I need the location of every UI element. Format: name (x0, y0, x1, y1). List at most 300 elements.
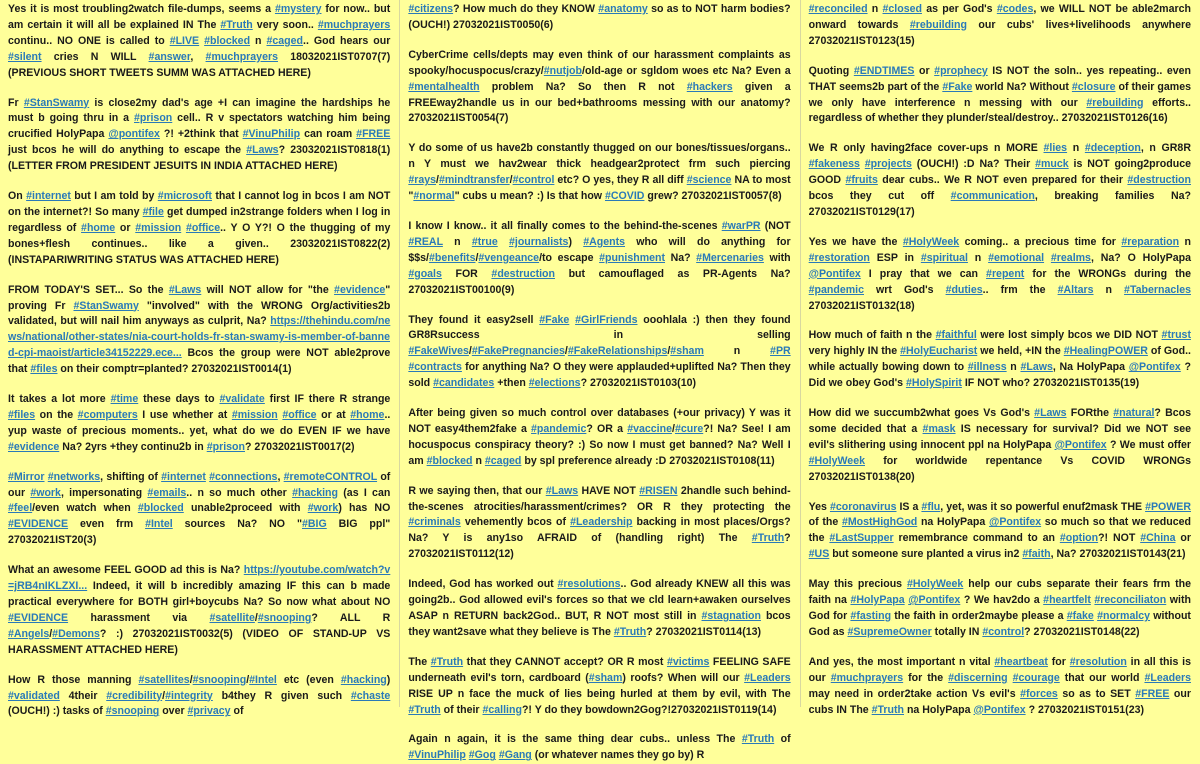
tweet-text: , yet, was it so powerful enuf2mask THE (940, 500, 1146, 513)
hashtag-link[interactable]: #mission (135, 221, 182, 234)
hashtag-link[interactable]: #files (30, 363, 58, 376)
hashtag-link[interactable]: #Truth (408, 703, 441, 716)
tweet-text: for the WRONGs during the (1024, 267, 1191, 280)
hashtag-link[interactable]: #calling (482, 703, 522, 716)
hashtag-link[interactable]: #Leadership (570, 516, 633, 529)
tweet-text: 4their (59, 689, 107, 702)
tweet-text: or (115, 221, 136, 234)
hashtag-link[interactable]: #emotional (988, 251, 1045, 264)
hashtag-link[interactable]: #Altars (1057, 283, 1094, 296)
hashtag-link[interactable]: #feel (8, 502, 33, 515)
hashtag-link[interactable]: #warPR (721, 219, 761, 232)
hashtag-link[interactable]: #sham (588, 671, 623, 684)
hashtag-link[interactable]: #hackers (686, 80, 733, 93)
hashtag-link[interactable]: #vaccine (627, 422, 672, 435)
hashtag-link[interactable]: #Fake (942, 80, 973, 93)
hashtag-link[interactable]: #trust (1161, 329, 1191, 342)
hashtag-link[interactable]: #hacking (292, 486, 339, 499)
tweet-text: /even watch when (32, 502, 138, 515)
hashtag-link[interactable]: #vengeance (478, 251, 540, 264)
hashtag-link[interactable]: #silent (8, 50, 42, 63)
hashtag-link[interactable]: #destruction (491, 267, 555, 280)
tweet-text: etc (even (276, 673, 341, 686)
tweet-text: ? 27032021IST0103(10) (580, 377, 697, 390)
hashtag-link[interactable]: #HealingPOWER (1063, 345, 1148, 358)
tweet-paragraph (408, 141, 790, 205)
tweet-text: etc? O yes, they R all diff (554, 174, 687, 187)
hashtag-link[interactable]: #natural (1113, 407, 1155, 420)
hashtag-link[interactable]: #cure (674, 422, 704, 435)
hashtag-link[interactable]: #snooping (192, 673, 247, 686)
tweet-text: May this precious (808, 578, 907, 591)
tweet-text: And yes, the most important n vital (808, 655, 995, 668)
hashtag-link[interactable]: #coronavirus (829, 500, 897, 513)
tweet-text: vehemently bcos of (460, 516, 571, 529)
tweet-text: world Na? Without (972, 80, 1072, 93)
tweet-text: n (967, 251, 989, 264)
hashtag-link[interactable]: #work (307, 502, 339, 515)
hashtag-link[interactable]: #mission (231, 408, 278, 421)
tweet-text: , we WILL NOT be able2march onward towards (808, 3, 1191, 31)
hashtag-link[interactable]: #prophecy (934, 64, 988, 77)
hashtag-link[interactable]: #normalcy (1097, 610, 1151, 622)
hashtag-link[interactable]: #Laws (1020, 361, 1053, 374)
hashtag-link[interactable]: #criminals (408, 516, 461, 529)
tweet-text: by spl preference already :D 27032021IST0108(11) (521, 454, 775, 467)
tweet-text: of their games we only have interference n messing with our (808, 80, 1191, 109)
hashtag-link[interactable]: #hacking (340, 673, 387, 686)
tweet-text: FOR (441, 267, 492, 280)
mention-link[interactable]: @Pontifex (908, 594, 961, 607)
tweet-text: .. frm the (982, 283, 1058, 296)
hashtag-link[interactable]: #muchprayers (830, 671, 904, 684)
hashtag-link[interactable]: #heartbeat (994, 655, 1048, 668)
hashtag-link[interactable]: #work (30, 486, 61, 499)
hashtag-link[interactable]: #ENDTIMES (853, 64, 915, 77)
hashtag-link[interactable]: #connections (209, 470, 278, 483)
hashtag-link[interactable]: #computers (77, 408, 138, 421)
hashtag-link[interactable]: #REAL (408, 235, 443, 248)
hashtag-link[interactable]: #Truth (430, 655, 464, 668)
hashtag-link[interactable]: #muchprayers (205, 50, 278, 63)
hashtag-link[interactable]: #Laws (1034, 407, 1067, 420)
tweet-text: n (1179, 235, 1191, 248)
hashtag-link[interactable]: #Truth (220, 18, 253, 31)
tweet-text: " cubs u mean? :) Is that how (454, 190, 605, 203)
hashtag-link[interactable]: #GirlFriends (575, 313, 638, 326)
tweet-text: , n GR8R (1140, 142, 1191, 155)
tweet-paragraph (408, 48, 790, 128)
tweet-paragraph (8, 470, 390, 550)
hashtag-link[interactable]: #faith (1022, 548, 1051, 561)
mention-link[interactable]: @Pontifex (988, 516, 1042, 529)
hashtag-link[interactable]: #FakePregnancies (471, 345, 565, 358)
tweet-text: ? ALL R (311, 611, 391, 624)
column-right (801, 0, 1200, 716)
hashtag-link[interactable]: #HolyWeek (906, 578, 964, 591)
hashtag-link[interactable]: #StanSwamy (73, 299, 139, 312)
hashtag-link[interactable]: #rays (408, 174, 437, 187)
hashtag-link[interactable]: #realms (1050, 251, 1091, 264)
hashtag-link[interactable]: #mentalhealth (408, 80, 480, 93)
hashtag-link[interactable]: #pandemic (531, 422, 587, 435)
hashtag-link[interactable]: #HolyEucharist (900, 345, 978, 358)
hashtag-link[interactable]: #mindtransfer (438, 174, 510, 187)
hashtag-link[interactable]: #victims (666, 655, 710, 668)
hashtag-link[interactable]: #forces (1020, 687, 1058, 700)
hashtag-link[interactable]: #repent (986, 267, 1025, 280)
hashtag-link[interactable]: #China (1140, 532, 1176, 545)
hashtag-link[interactable]: #resolution (1069, 655, 1127, 668)
tweet-text: R we saying then, that our (408, 484, 546, 497)
hashtag-link[interactable]: #validated (8, 689, 60, 702)
tweet-text: n (442, 235, 472, 248)
hashtag-link[interactable]: #Laws (545, 484, 579, 497)
tweet-text: for (1047, 655, 1070, 668)
hashtag-link[interactable]: #flu (921, 500, 941, 513)
hashtag-link[interactable]: #snooping (105, 705, 160, 718)
hashtag-link[interactable]: #blocked (204, 34, 251, 47)
tweet-text: can roam (300, 128, 357, 141)
hashtag-link[interactable]: #HolyWeek (902, 235, 960, 248)
hashtag-link[interactable]: #Leaders (1144, 671, 1191, 684)
mention-link[interactable]: @Pontifex (808, 267, 861, 280)
hashtag-link[interactable]: #candidates (433, 377, 495, 390)
hashtag-link[interactable]: #Laws (246, 144, 279, 157)
hashtag-link[interactable]: #Angels (8, 627, 50, 640)
hashtag-link[interactable]: #citizens (408, 3, 454, 15)
tweet-text: RISE UP n face the muck of lies being hurled at them by evil, with The (408, 687, 791, 700)
tweet-text: +then (494, 377, 529, 390)
mention-link[interactable]: @Pontifex (1054, 438, 1107, 451)
hashtag-link[interactable]: #credibility (106, 689, 163, 702)
hashtag-link[interactable]: #FakeRelationships (567, 345, 668, 358)
hashtag-link[interactable]: #resolutions (557, 578, 621, 591)
hashtag-link[interactable]: #validate (219, 393, 265, 406)
tweet-text: b4they R given such (212, 689, 351, 702)
tweet-text: n (1067, 142, 1085, 155)
tweet-text: ?! Na? See! I am hocuspocus conspiracy theory? :) So now I must get banned? Na? Well I am (408, 422, 791, 467)
hashtag-link[interactable]: #remoteCONTROL (283, 470, 378, 483)
hashtag-link[interactable]: #heartfelt (1043, 594, 1091, 607)
tweet-text: ?! Y do they bowdown2Gog?!27032021IST0119(14) (521, 703, 777, 716)
tweet-text: , impersonating (60, 486, 148, 499)
hashtag-link[interactable]: #LastSupper (829, 532, 894, 545)
hashtag-link[interactable]: #SupremeOwner (847, 625, 932, 638)
hashtag-link[interactable]: #muchprayers (317, 18, 391, 31)
tweet-paragraph (408, 655, 790, 719)
hashtag-link[interactable]: #EVIDENCE (8, 611, 69, 624)
hashtag-link[interactable]: #VinuPhilip (408, 749, 466, 762)
hashtag-link[interactable]: #US (808, 548, 830, 561)
hashtag-link[interactable]: #time (110, 393, 139, 406)
mention-link[interactable]: @Pontifex (1128, 361, 1181, 374)
hashtag-link[interactable]: #closure (1071, 80, 1116, 93)
hashtag-link[interactable]: #destruction (1127, 174, 1191, 187)
hashtag-link[interactable]: #LIVE (169, 34, 200, 47)
hashtag-link[interactable]: #punishment (599, 251, 666, 264)
hashtag-link[interactable]: #EVIDENCE (8, 518, 69, 531)
hashtag-link[interactable]: #reconciled (808, 3, 868, 15)
hashtag-link[interactable]: #HolyPapa (850, 594, 905, 607)
hashtag-link[interactable]: #fake (1066, 610, 1094, 622)
hashtag-link[interactable]: #emails (147, 486, 187, 499)
hashtag-link[interactable]: #reconciliaton (1094, 594, 1167, 607)
tweet-text: / (475, 251, 479, 264)
tweet-text: n (250, 34, 267, 47)
tweet-text: " proving Fr (8, 283, 391, 312)
tweet-paragraph (809, 577, 1191, 641)
tweet-text: It takes a lot more (8, 393, 111, 406)
hashtag-link[interactable]: #privacy (187, 705, 231, 718)
tweet-text: very soon.. (252, 18, 318, 31)
hashtag-link[interactable]: #restoration (808, 251, 870, 264)
url-link[interactable]: https://thehindu.com/news/national/other-states/nia-court-holds-fr-stan-swamy-is-member-of-banned-cpi-maoist/article34152229.ece... (8, 315, 391, 360)
hashtag-link[interactable]: #Tabernacles (1124, 283, 1191, 296)
hashtag-link[interactable]: #projects (864, 158, 912, 171)
tweet-text: How much of faith n the (808, 329, 936, 342)
hashtag-link[interactable]: #VinuPhilip (242, 128, 301, 141)
tweet-text: ) (386, 673, 391, 686)
hashtag-link[interactable]: #office (185, 221, 221, 234)
tweet-text: were lost simply bcos we DID NOT (976, 329, 1162, 342)
hashtag-link[interactable]: #Demons (52, 627, 100, 640)
tweet-text: with (763, 251, 791, 264)
hashtag-link[interactable]: #control (512, 174, 555, 187)
hashtag-link[interactable]: #spiritual (920, 251, 968, 264)
tweet-text: ? 27032021IST0114(13) (646, 625, 762, 638)
tweet-text: , shifting of (100, 470, 162, 483)
hashtag-link[interactable]: #home (81, 221, 116, 234)
hashtag-link[interactable]: #Truth (751, 532, 785, 545)
hashtag-link[interactable]: #anatomy (598, 3, 648, 15)
tweet-text: ? 23032021IST0818(1) (LETTER FROM PRESIDENT JESUITS IN INDIA ATTACHED HERE) (8, 144, 391, 173)
hashtag-link[interactable]: #HolyWeek (808, 454, 865, 467)
tweet-text: Bcos the group were NOT able2prove that (8, 347, 391, 376)
tweet-text: very highly IN the (808, 345, 901, 358)
hashtag-link[interactable]: #courage (1012, 671, 1060, 684)
tweet-text: NA to most " (408, 174, 791, 203)
mention-link[interactable]: @Pontifex (973, 703, 1026, 716)
hashtag-link[interactable]: #deception (1084, 142, 1141, 155)
tweet-paragraph (8, 563, 390, 658)
tweet-text: the faith in order2maybe please a (891, 610, 1067, 622)
hashtag-link[interactable]: #rebuilding (1086, 96, 1144, 109)
tweet-text: / (49, 627, 53, 640)
tweet-text: ? Did we obey God's (808, 361, 1191, 390)
hashtag-link[interactable]: #nutjob (543, 64, 582, 77)
tweet-text: IS NOT the soln.. yes repeating.. even THAT seems2b part of the (808, 64, 1191, 93)
url-link[interactable]: https://youtube.com/watch?v=jRB4nIKLZXI... (8, 564, 391, 593)
hashtag-link[interactable]: #reparation (1121, 235, 1180, 248)
hashtag-link[interactable]: #answer (148, 50, 191, 63)
hashtag-link[interactable]: #HolySpirit (905, 377, 962, 390)
hashtag-link[interactable]: #Leaders (744, 671, 791, 684)
hashtag-link[interactable]: #snooping (257, 611, 312, 624)
hashtag-link[interactable]: #caged (484, 454, 522, 467)
hashtag-link[interactable]: #blocked (426, 454, 473, 467)
tweet-paragraph (8, 96, 390, 176)
tweet-paragraph (809, 328, 1191, 392)
tweet-text: cell.. R v spectators watching him being crucified HolyPapa (8, 112, 391, 141)
hashtag-link[interactable]: #microsoft (157, 190, 212, 203)
tweet-text: , Na? O HolyPapa (1090, 251, 1191, 264)
tweet-text: with God for (808, 594, 1191, 622)
hashtag-link[interactable]: #Truth (871, 703, 905, 716)
hashtag-link[interactable]: #FREE (356, 128, 391, 141)
hashtag-link[interactable]: #lies (1043, 142, 1068, 155)
tweet-text: or (1175, 532, 1191, 545)
hashtag-link[interactable]: #internet (161, 470, 206, 483)
hashtag-link[interactable]: #POWER (1145, 500, 1191, 513)
hashtag-link[interactable]: #communication (950, 190, 1035, 203)
hashtag-link[interactable]: #FakeWives (408, 345, 469, 358)
hashtag-link[interactable]: #pandemic (808, 283, 864, 296)
hashtag-link[interactable]: #Gog (468, 749, 496, 762)
column-left (0, 0, 400, 718)
tweet-paragraph (408, 219, 790, 299)
hashtag-link[interactable]: #FREE (1135, 687, 1170, 700)
hashtag-link[interactable]: #normal (413, 190, 455, 203)
hashtag-link[interactable]: #stagnation (701, 610, 761, 622)
hashtag-link[interactable]: #control (982, 625, 1025, 638)
tweet-text: ESP in (869, 251, 921, 264)
hashtag-link[interactable]: #home (350, 408, 385, 421)
tweet-text: /to escape (539, 251, 600, 264)
tweet-text: I know I know.. it all finally comes to the behind-the-scenes (408, 219, 722, 232)
tweet-text: for now.. but am certain it will all be explained IN The (8, 3, 391, 31)
hashtag-link[interactable]: #StanSwamy (23, 96, 90, 109)
hashtag-link[interactable]: #goals (408, 267, 442, 280)
hashtag-link[interactable]: #faithful (935, 329, 977, 342)
hashtag-link[interactable]: #fruits (845, 174, 878, 187)
hashtag-link[interactable]: #benefits (428, 251, 476, 264)
tweet-text: HAVE NOT (578, 484, 640, 497)
hashtag-link[interactable]: #MostHighGod (841, 516, 918, 529)
tweet-text: but I am told by (70, 190, 158, 203)
hashtag-link[interactable]: #true (471, 235, 498, 248)
tweet-text (498, 236, 509, 248)
tweet-text: but someone sure planted a virus in2 (829, 548, 1023, 561)
hashtag-link[interactable]: #satellite (209, 611, 255, 624)
tweet-text: harassment via (68, 611, 210, 624)
hashtag-link[interactable]: #codes (996, 3, 1034, 15)
hashtag-link[interactable]: #Gang (498, 749, 532, 762)
hashtag-link[interactable]: #contracts (408, 361, 462, 374)
tweet-text: Indeed, God has worked out (408, 578, 558, 591)
tweet-paragraph (809, 655, 1191, 719)
hashtag-link[interactable]: #PR (770, 345, 791, 358)
hashtag-link[interactable]: #evidence (8, 440, 60, 453)
hashtag-link[interactable]: #prison (206, 440, 245, 453)
tweet-text: for the (903, 671, 949, 684)
tweet-text: BIG ppl" 27032021IST20(3) (8, 518, 391, 547)
tweet-text: / (246, 673, 250, 686)
tweet-text: that I cannot log in bcos I am NOT on the internet?! So many (8, 190, 391, 218)
tweet-text: .. Y O Y?! O the thugging of my bones+flesh continues.. like a given.. 23032021IST0822(2) (INSTAPARIWRITING STATUS WAS ATTACHED HERE) (8, 221, 391, 266)
tweet-text: After being given so much control over databases (+our privacy) Y was it NOT easy4them2fake a (408, 407, 791, 435)
tweet-text: How R those manning (8, 673, 139, 686)
hashtag-link[interactable]: #mask (922, 422, 956, 435)
hashtag-link[interactable]: #Laws (168, 283, 202, 296)
hashtag-link[interactable]: #internet (26, 190, 71, 203)
tweet-text: ooohlala :) then they found GR8Rsuccess in selling (408, 313, 791, 342)
hashtag-link[interactable]: #file (142, 205, 164, 218)
tweet-paragraph (809, 406, 1191, 486)
tweet-text: Quoting (808, 64, 854, 77)
hashtag-link[interactable]: #Intel (145, 518, 173, 531)
tweet-text: will NOT allow for "the (201, 283, 335, 296)
hashtag-link[interactable]: #mystery (274, 3, 322, 15)
hashtag-link[interactable]: #COVID (604, 190, 645, 203)
tweet-text: get dumped in2strange folders when I log in regardless of (8, 205, 391, 234)
hashtag-link[interactable]: #evidence (334, 283, 386, 296)
hashtag-link[interactable]: #Truth (741, 733, 775, 746)
tweet-text: They found it easy2sell (408, 313, 540, 326)
tweet-text: / (254, 611, 258, 624)
hashtag-link[interactable]: #rebuilding (909, 18, 967, 31)
tweet-text: ? 27032021IST0112(12) (408, 532, 791, 561)
hashtag-link[interactable]: #RISEN (639, 484, 678, 497)
tweet-text: of our (8, 470, 391, 499)
hashtag-link[interactable]: #Intel (249, 673, 277, 686)
hashtag-link[interactable]: #Mirror (8, 470, 45, 483)
tweet-paragraph (408, 732, 790, 764)
tweet-text: / (509, 174, 513, 187)
hashtag-link[interactable]: #journalists (508, 235, 569, 248)
hashtag-link[interactable]: #prison (134, 112, 173, 125)
tweet-text: The (408, 655, 431, 668)
hashtag-link[interactable]: #chaste (350, 689, 391, 702)
hashtag-link[interactable]: #Agents (583, 235, 626, 248)
hashtag-link[interactable]: #BIG (302, 518, 327, 531)
tweet-text: may need in order2take action Vs evil's (808, 687, 1021, 700)
hashtag-link[interactable]: #science (686, 174, 732, 187)
tweet-paragraph (8, 189, 390, 269)
hashtag-link[interactable]: #elections (528, 377, 581, 390)
hashtag-link[interactable]: #Mercenaries (696, 251, 764, 264)
tweet-text: ) (568, 235, 584, 248)
tweet-text: in all this is our (808, 655, 1191, 684)
hashtag-link[interactable]: #discerning (948, 671, 1008, 684)
tweet-text: ) has NO (338, 502, 391, 515)
mention-link[interactable]: @pontifex (108, 128, 160, 141)
hashtag-link[interactable]: #office (282, 408, 317, 421)
tweet-text: totally IN (931, 625, 983, 638)
tweet-text: Again n again, it is the same thing dear cubs.. unless The (408, 733, 742, 746)
hashtag-link[interactable]: #Truth (613, 625, 647, 638)
hashtag-link[interactable]: #fakeness (808, 158, 860, 171)
hashtag-link[interactable]: #caged (266, 34, 303, 47)
hashtag-link[interactable]: #closed (882, 3, 922, 15)
tweet-text: ?! +2think that (159, 128, 243, 141)
hashtag-link[interactable]: #option (1059, 532, 1099, 545)
hashtag-link[interactable]: #blocked (137, 502, 184, 515)
hashtag-link[interactable]: #duties (945, 283, 983, 296)
hashtag-link[interactable]: #illness (967, 361, 1007, 374)
hashtag-link[interactable]: #integrity (165, 689, 213, 702)
hashtag-link[interactable]: #networks (47, 470, 101, 483)
tweet-paragraph (8, 283, 390, 378)
hashtag-link[interactable]: #files (8, 408, 36, 421)
hashtag-link[interactable]: #muck (1035, 158, 1069, 171)
tweet-text: , breaking families Na? 27032021IST0129(17) (808, 190, 1191, 218)
tweet-text: first IF there R strange (264, 393, 391, 406)
hashtag-link[interactable]: #fasting (850, 610, 892, 622)
hashtag-link[interactable]: #Fake (539, 313, 570, 326)
hashtag-link[interactable]: #sham (670, 345, 704, 358)
hashtag-link[interactable]: #satellites (138, 673, 190, 686)
